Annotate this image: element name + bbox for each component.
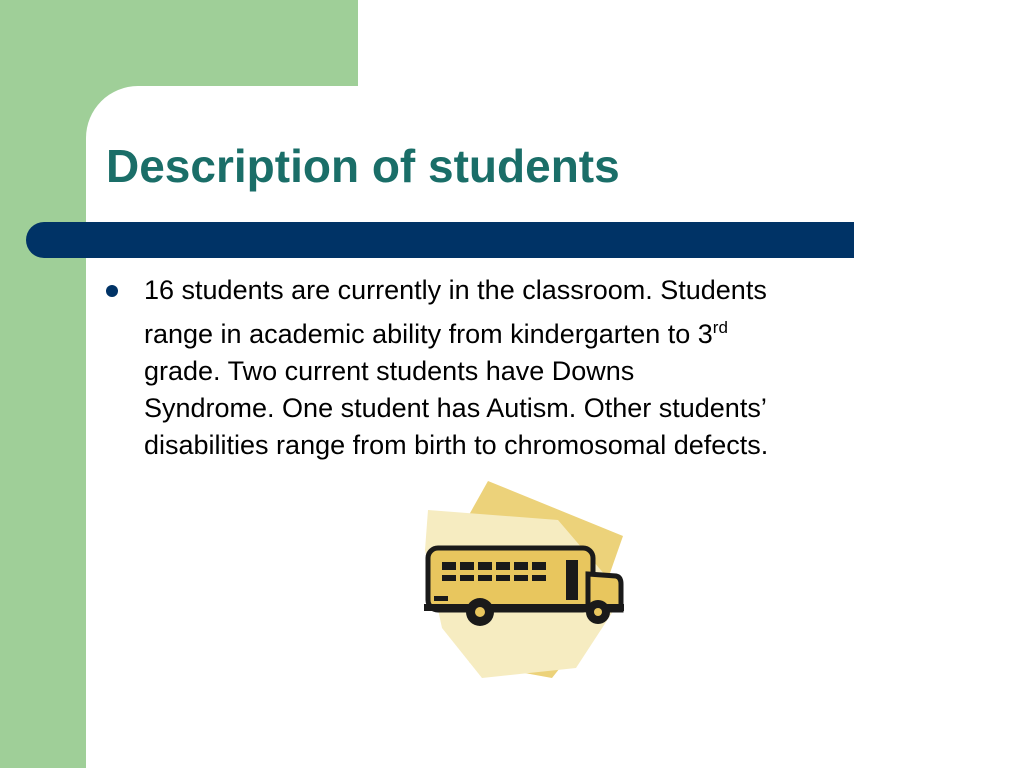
bullet-item [104,272,954,464]
slide-title: Description of students [106,140,620,192]
bullet-text-part-2: grade. Two current students have Downs Syndrome. One student has Autism. Other students’ disabilities range from birth to chromosomal defects. [144,356,769,460]
bullet-list [104,272,954,464]
bullet-text-part-1: 16 students are currently in the classroom. Students range in academic ability from kindergarten to 3 [144,275,767,349]
school-bus-icon [420,478,630,688]
ordinal-superscript: rd [712,318,728,337]
bullet-dot-icon [106,285,118,297]
title-underline-bar [26,222,854,258]
bullet-text [144,275,768,460]
